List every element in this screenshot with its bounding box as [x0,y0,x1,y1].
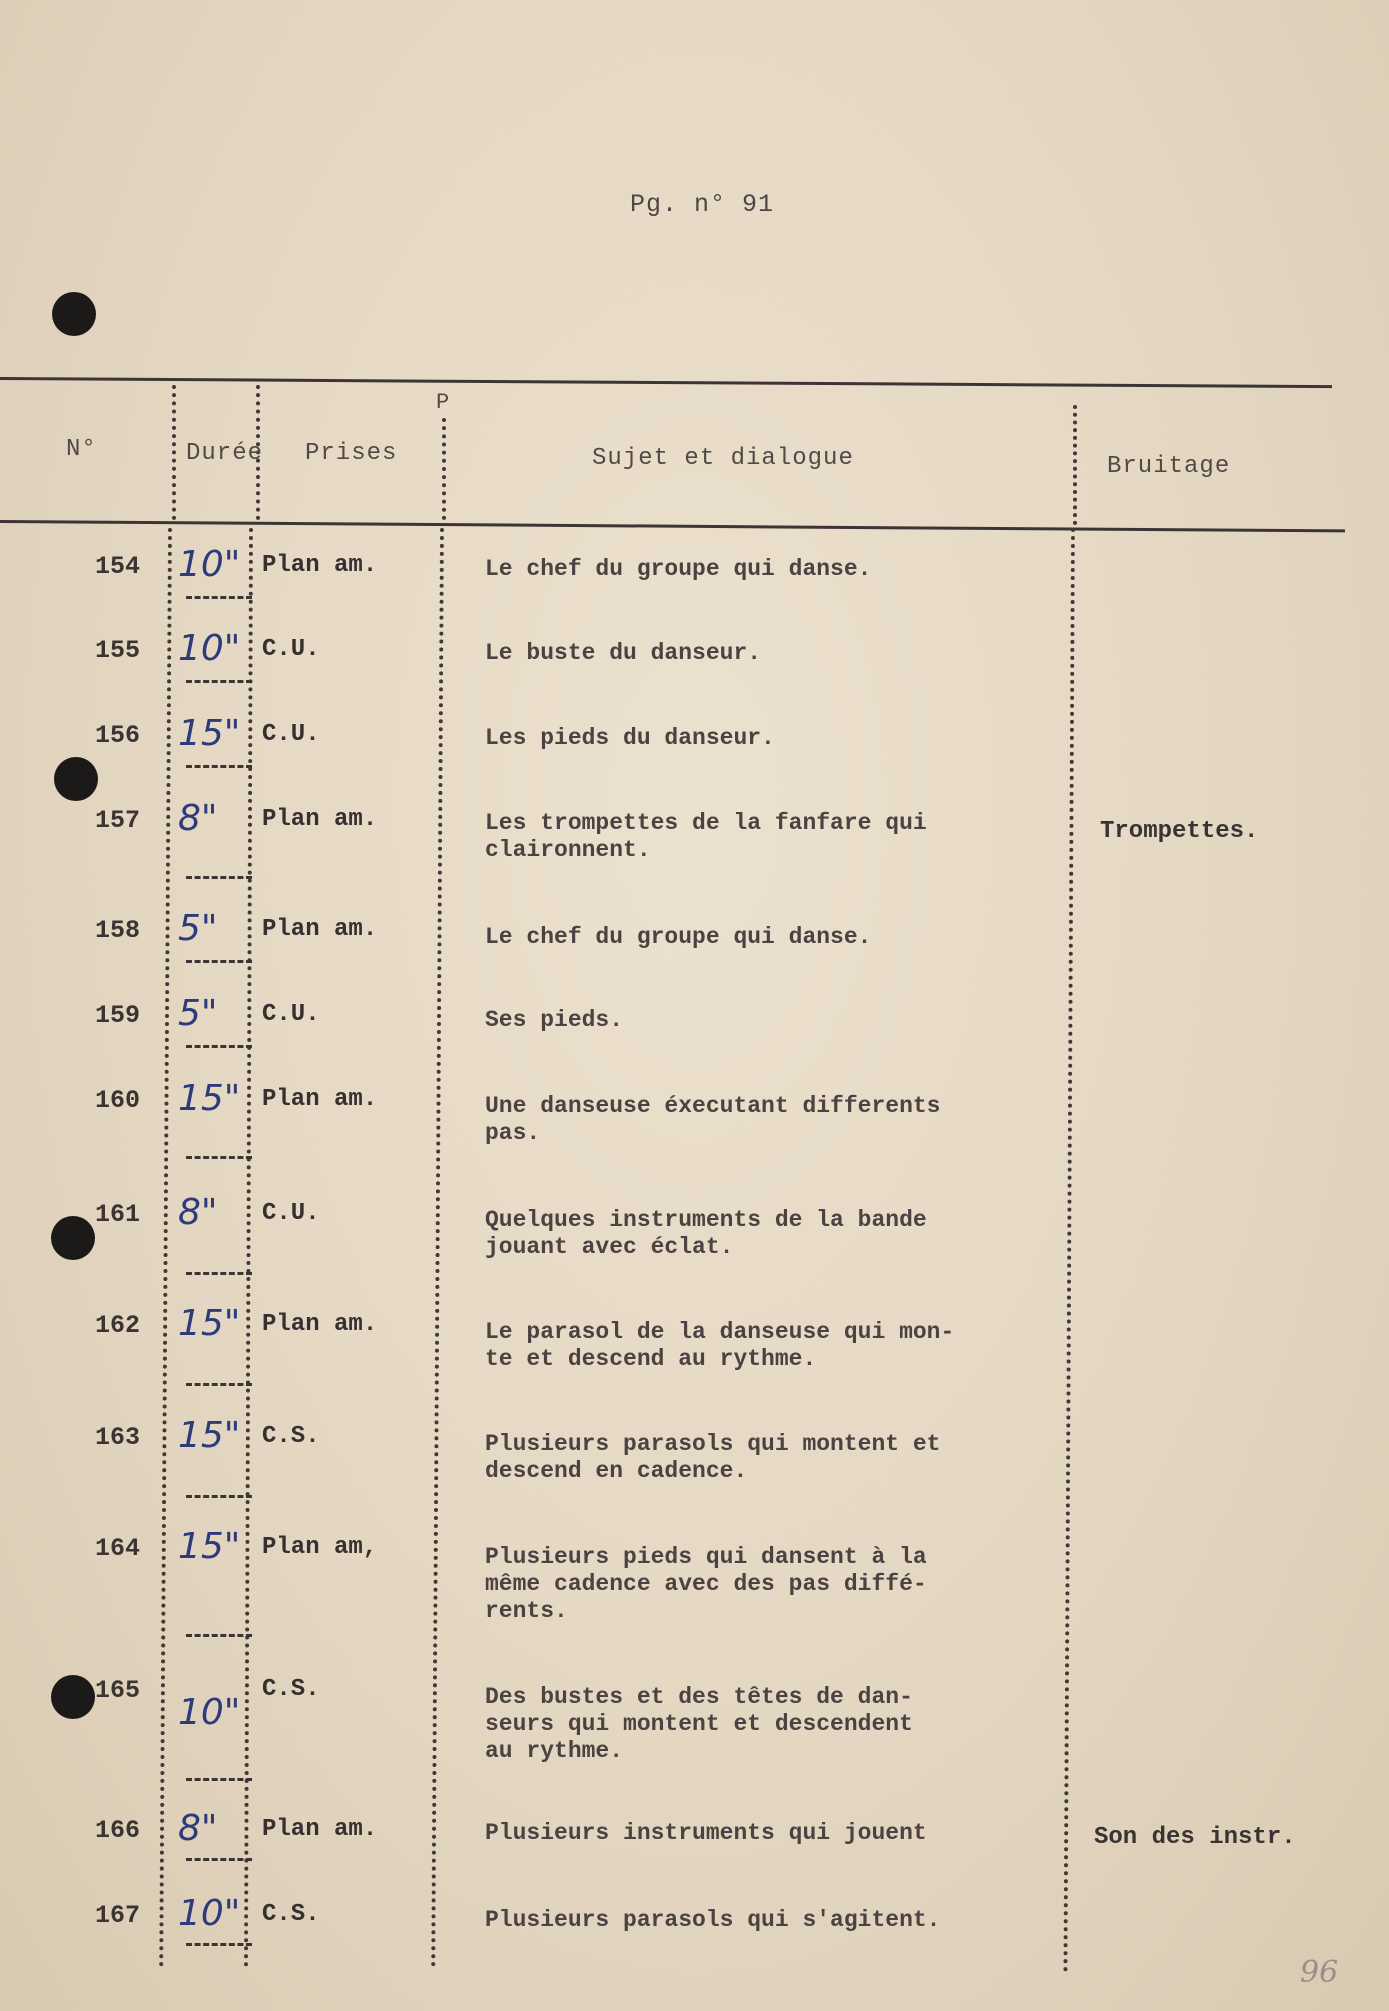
duration: 15" [178,1415,241,1456]
header-p-mark: P [436,390,451,415]
shot-type: C.S. [262,1676,320,1703]
header-sujet: Sujet et dialogue [592,445,854,472]
shot-number: 163 [94,1423,140,1452]
shot-number: 164 [94,1534,140,1563]
duration-underline [186,1156,252,1159]
shot-number: 165 [94,1676,140,1705]
header-prises: Prises [305,440,398,467]
duration-underline [186,1495,252,1498]
column-separator [172,385,176,520]
duration-underline [186,1634,252,1637]
column-separator [1063,528,1075,1973]
duration: 15" [178,713,241,754]
duration-underline [186,1045,252,1048]
shot-type: Plan am. [262,1086,378,1113]
table-top-rule [0,377,1332,388]
shot-number: 158 [94,916,140,945]
subject-text: Des bustes et des têtes de dan- seurs qui montent et descendent au rythme. [485,1684,913,1764]
column-separator [1073,405,1077,525]
duration-underline [186,1383,252,1386]
shot-type: Plan am. [262,552,378,579]
duration-underline [186,596,252,599]
shot-type: C.U. [262,636,320,663]
shot-type: C.U. [262,1001,320,1028]
duration-underline [186,680,252,683]
page-number: Pg. n° 91 [630,190,775,219]
shot-number: 155 [94,636,140,665]
shot-number: 157 [94,806,140,835]
duration: 8" [178,798,218,839]
subject-text: Le buste du danseur. [485,640,762,666]
shot-number: 159 [94,1001,140,1030]
subject-text: Une danseuse éxecutant differents pas. [485,1093,941,1146]
header-duree: Durée [186,440,264,467]
shot-number: 167 [94,1901,140,1930]
column-separator [431,528,444,1968]
column-separator [159,528,172,1968]
column-separator [442,418,446,520]
shot-type: Plan am. [262,1311,378,1338]
subject-text: Les trompettes de la fanfare qui claironnent. [485,810,927,863]
duration: 10" [178,544,241,585]
punch-hole [54,757,98,801]
duration: 10" [178,1893,241,1934]
subject-text: Plusieurs instruments qui jouent [485,1820,927,1846]
shot-type: C.S. [262,1901,320,1928]
duration: 5" [178,908,218,949]
subject-text: Le parasol de la danseuse qui mon- te et descend au rythme. [485,1319,955,1372]
shot-type: Plan am. [262,1816,378,1843]
duration-underline [186,960,252,963]
shot-number: 162 [94,1311,140,1340]
subject-text: Le chef du groupe qui danse. [485,556,872,582]
shot-type: C.U. [262,721,320,748]
duration-underline [186,1778,252,1781]
duration: 15" [178,1303,241,1344]
subject-text: Ses pieds. [485,1007,624,1033]
duration: 8" [178,1192,218,1233]
shot-type: C.S. [262,1423,320,1450]
duration-underline [186,1858,252,1861]
shot-type: C.U. [262,1200,320,1227]
subject-text: Les pieds du danseur. [485,725,775,751]
shot-type: Plan am, [262,1534,378,1561]
header-bruitage: Bruitage [1107,453,1231,480]
shot-type: Plan am. [262,916,378,943]
subject-text: Plusieurs pieds qui dansent à la même cadence avec des pas diffé- rents. [485,1544,927,1624]
header-no: N° [66,436,97,463]
shot-number: 156 [94,721,140,750]
duration: 10" [178,1692,241,1733]
duration: 15" [178,1078,241,1119]
duration: 10" [178,628,241,669]
subject-text: Plusieurs parasols qui s'agitent. [485,1907,941,1933]
shot-number: 166 [94,1816,140,1845]
column-separator [244,528,253,1968]
sound-effect: Trompettes. [1100,818,1259,845]
handwritten-page-note: 96 [1300,1955,1339,1990]
duration-underline [186,1272,252,1275]
duration: 8" [178,1808,218,1849]
sound-effect: Son des instr. [1094,1824,1296,1851]
duration: 15" [178,1526,241,1567]
shot-number: 161 [94,1200,140,1229]
shot-number: 160 [94,1086,140,1115]
punch-hole [52,292,96,336]
duration-underline [186,876,252,879]
shot-type: Plan am. [262,806,378,833]
subject-text: Plusieurs parasols qui montent et descend en cadence. [485,1431,941,1484]
duration-underline [186,1943,252,1946]
subject-text: Le chef du groupe qui danse. [485,924,872,950]
duration: 5" [178,993,218,1034]
duration-underline [186,765,252,768]
shot-number: 154 [94,552,140,581]
header-bottom-rule [0,520,1345,532]
subject-text: Quelques instruments de la bande jouant avec éclat. [485,1207,927,1260]
